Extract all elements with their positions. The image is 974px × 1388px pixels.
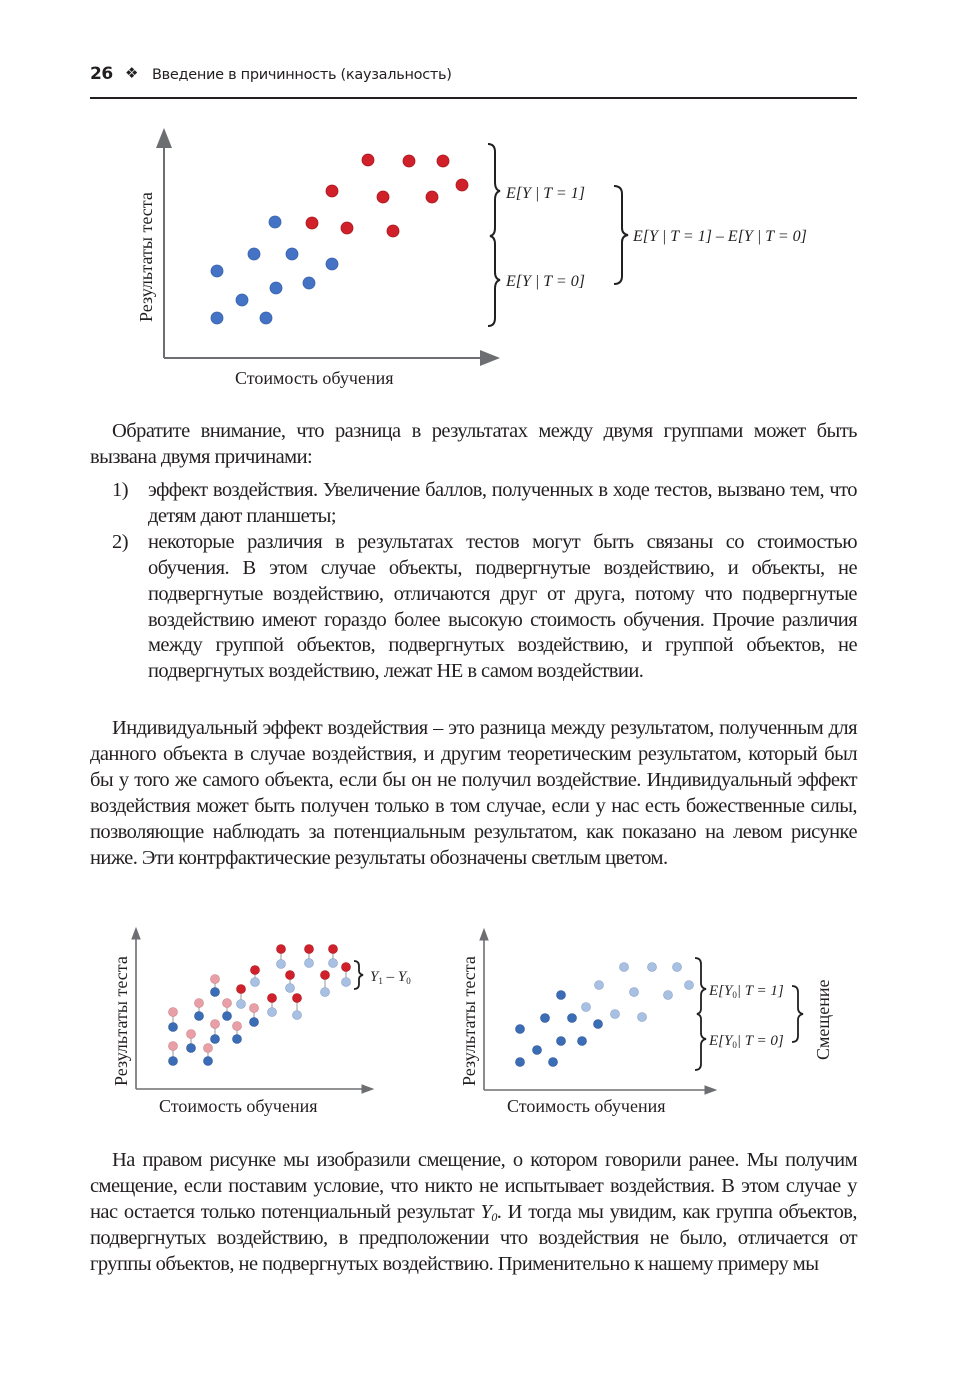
brace-icon: [695, 958, 803, 1070]
right-chart: [459, 931, 833, 1116]
right-x-axis-label: Стоимость обучения: [507, 1096, 666, 1116]
x-axis-label: Стоимость обучения: [235, 368, 394, 388]
list-item-text: эффект воздействия. Увеличение баллов, полученных в ходе тестов, вызвано тем, что детям дают планшеты;: [148, 479, 857, 527]
control-points: [516, 991, 603, 1067]
label-e-y0-t0: $E[Y_0|$ T = 0]: [709, 1033, 784, 1050]
chapter-title: Введение в причинность (каузальность): [152, 67, 452, 83]
list-item-text: некоторые различия в результатах тестов могут быть связаны со стоимостью обучения. В этом случае объекты, подвергнутые воздействию, и объекты, не подвергнутые воздействию, отличаются друг от друга, потому что подвергнутые воздействию имеют гораздо более высокую стоимость обучения. Прочие различия между группой объектов, подвергнутых воздействию, и группой объектов, не подвергнутых воздействию, лежат НЕ в самом воздействии.: [148, 530, 857, 683]
brace-icon: [354, 961, 363, 989]
paragraph-bias: [90, 1148, 857, 1278]
paragraph-bias-part2: . И тогда мы увидим, как группа объектов, подвергнутых воздействию, в предположении что воздействия не было, отличается от группы объектов, не подвергнутых воздействию. Применительно к нашему примеру мы: [90, 1200, 857, 1275]
counterfactual-treated-points: [582, 963, 694, 1022]
page-number: 26: [90, 64, 113, 84]
ornament-icon: ❖: [125, 64, 139, 82]
left-y-axis-label: Результаты теста: [111, 956, 131, 1086]
list-item-number: 1): [112, 479, 128, 501]
label-bias: Смещение: [813, 979, 833, 1060]
label-e-diff: E[Y | T = 1] – E[Y | T = 0]: [633, 228, 807, 245]
y0-symbol: [480, 1201, 496, 1223]
label-e-y-t1: E[Y | T = 1]: [506, 185, 585, 202]
left-chart: [111, 930, 411, 1116]
treated-points: [237, 945, 351, 1003]
label-e-y0-t1: $E[Y_0|$ T = 1]: [709, 983, 784, 1000]
paragraph-bias-text: [90, 1148, 857, 1278]
paragraph-bias-part1: На правом рисунке мы изобразили смещение, о котором говорили ранее. Мы получим смещение, если поставим условие, что никто не испытывает воздействия. В этом случае у нас остается только потенциальный результат: [90, 1149, 857, 1223]
paragraph-individual-effect-text: Индивидуальный эффект воздействия – это разница между результатом, полученным для данного объекта в случае воздействия, и другим теоретическим результатом, который был бы у того же самого объекта, если бы он не получил воздействие. Индивидуальный эффект воздействия может быть получен только в том случае, если у нас есть божественные силы, позволяющие наблюдать за потенциальным результатом, как показано на левом рисунке ниже. Эти контрфактические результаты обозначены светлым цветом.: [90, 717, 857, 869]
label-y1-minus-y0: $Y_1 - Y_0$: [370, 969, 411, 986]
left-x-axis-label: Стоимость обучения: [159, 1096, 318, 1116]
y0-subscript: 0: [491, 1209, 497, 1224]
label-e-y-t0: E[Y | T = 0]: [506, 273, 585, 290]
right-y-axis-label: Результаты теста: [459, 956, 479, 1086]
list-item-number: 2): [112, 530, 128, 553]
y-axis-label: Результаты теста: [136, 192, 156, 322]
y0-letter: Y: [480, 1200, 492, 1223]
paragraph-intro-text: Обратите внимание, что разница в результатах между двумя группами может быть вызвана двумя причинами:: [90, 420, 857, 468]
